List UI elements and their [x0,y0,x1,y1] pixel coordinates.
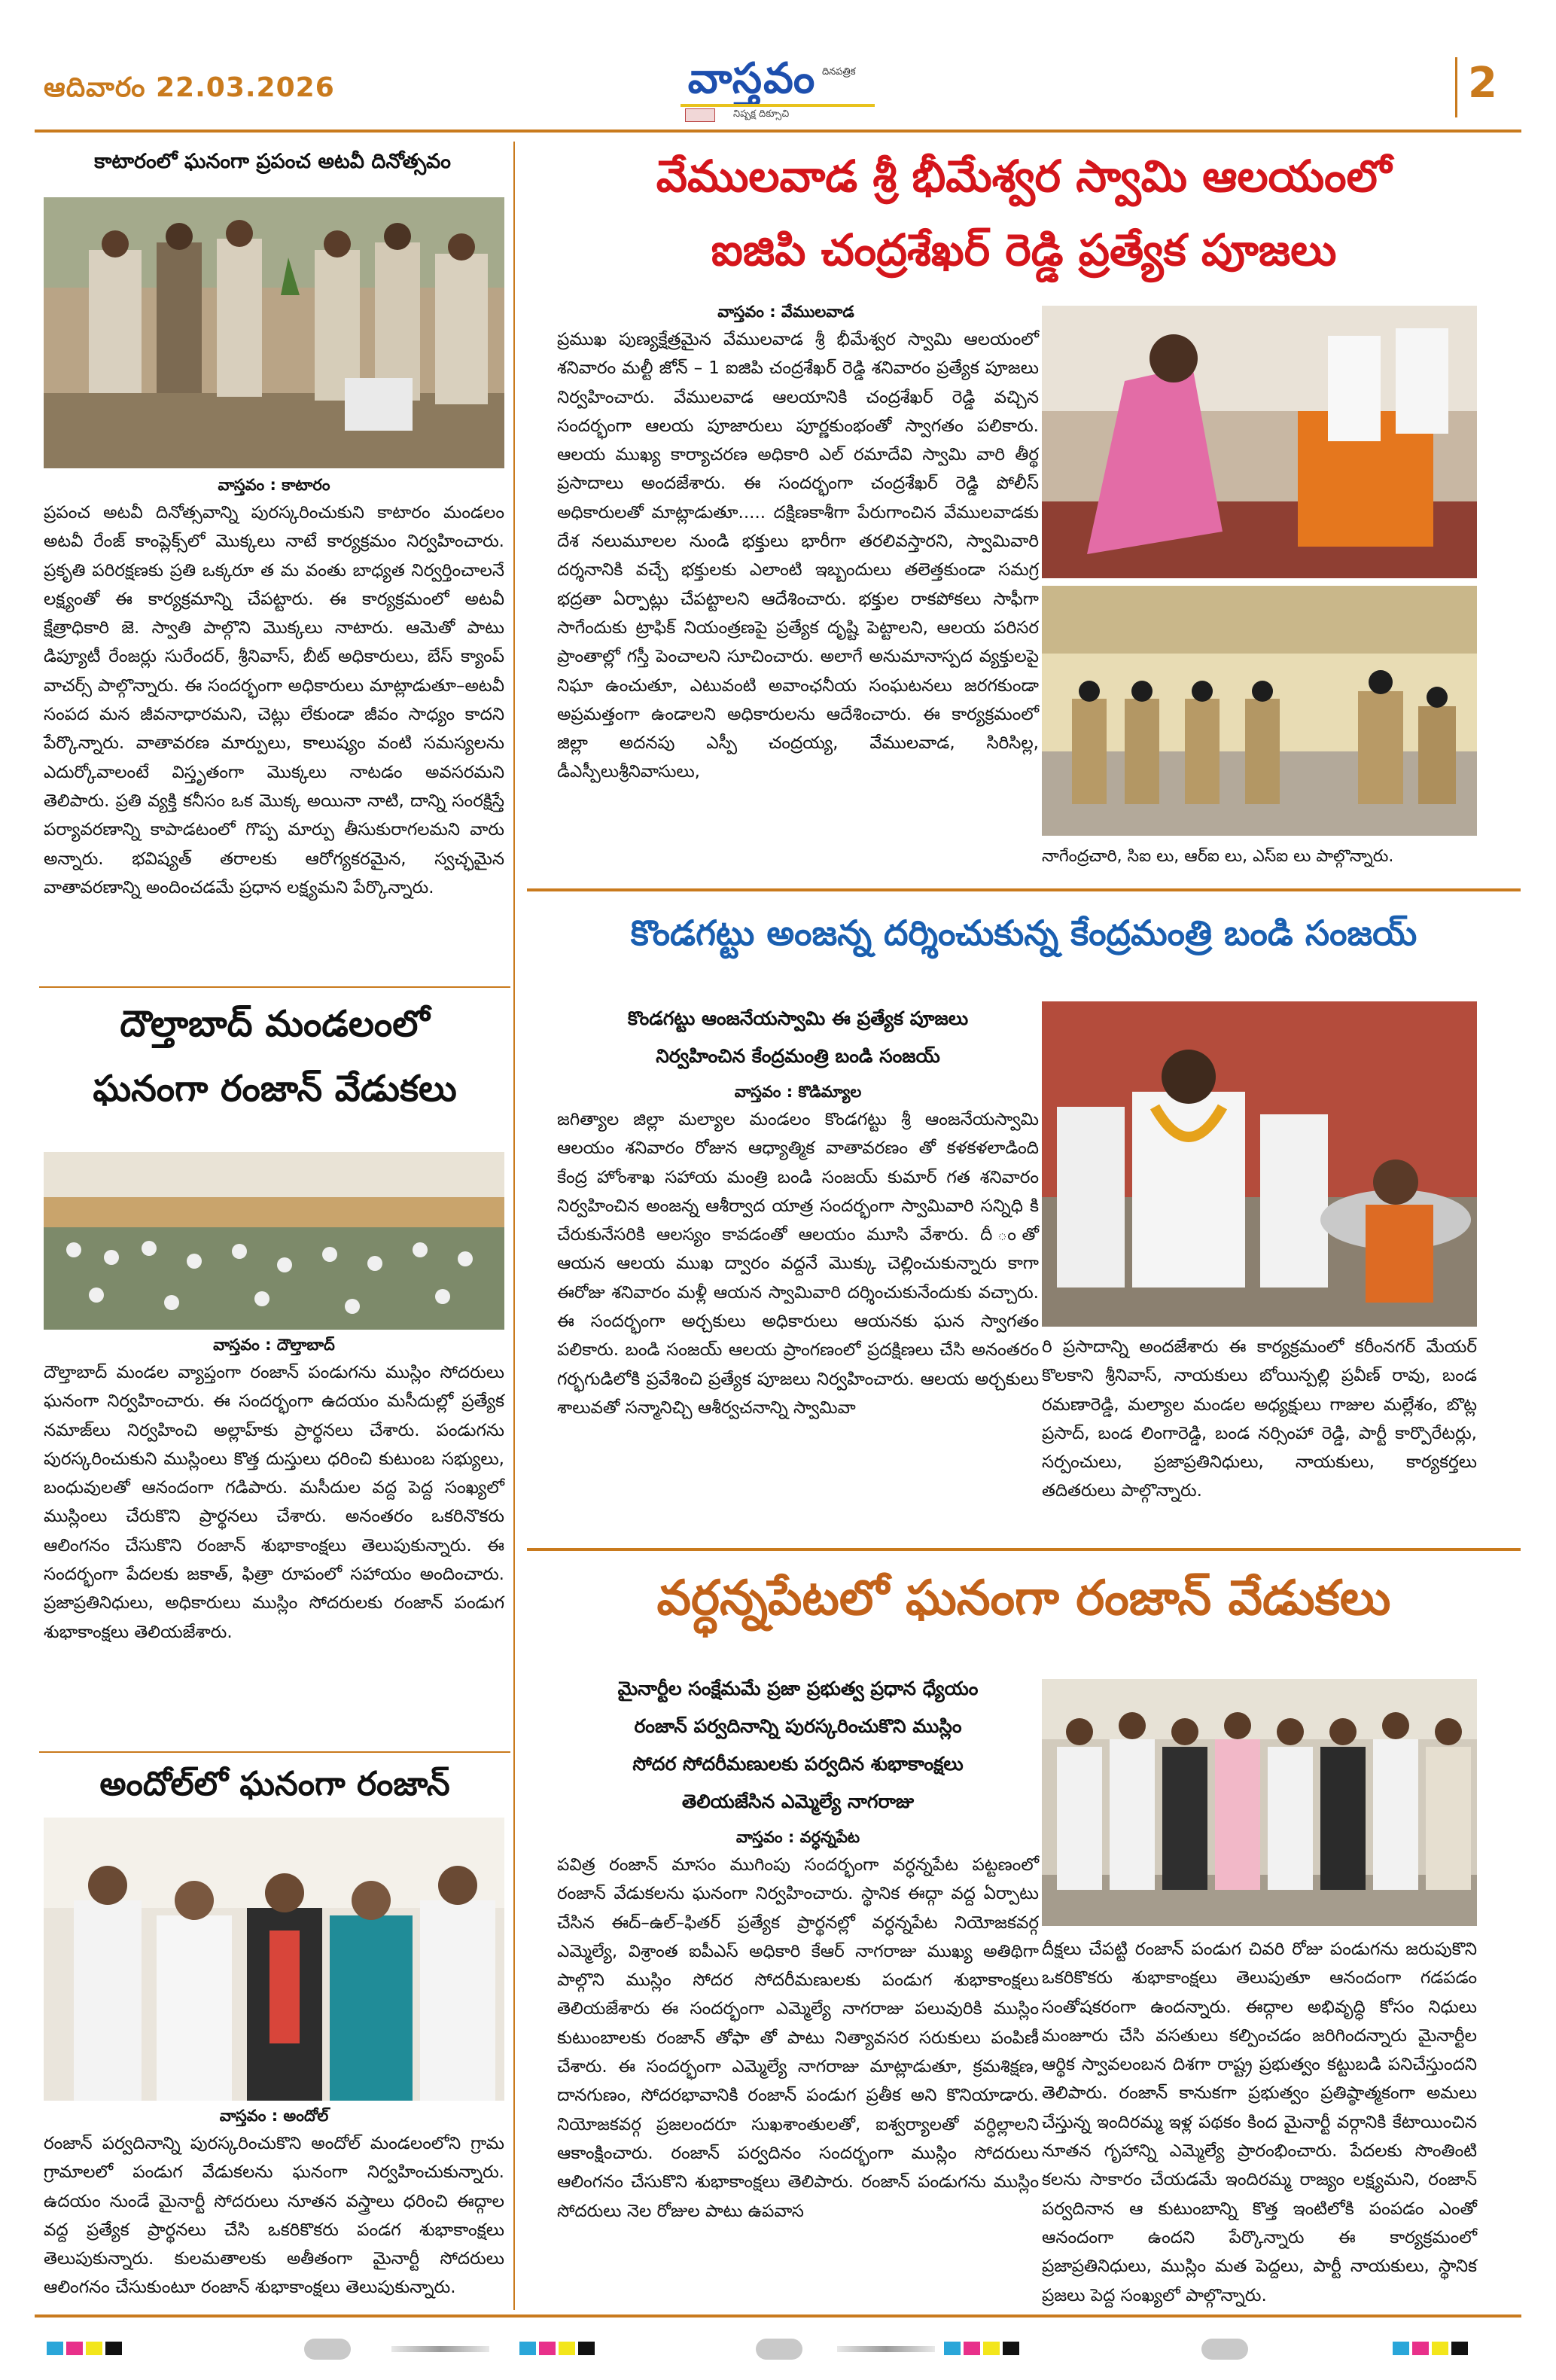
vardhannapet-photo [1042,1679,1477,1926]
color-registration-strip-3 [944,2342,1022,2357]
andol-headline: అందోల్‌లో ఘనంగా రంజాన్ [99,1765,450,1803]
vemulawada-headline-line2: ఐజిపి చంద్రశేఖర్ రెడ్డి ప్రత్యేక పూజలు [711,224,1337,276]
vemulawada-headline-line1: వేములవాడ శ్రీ భీమేశ్వర స్వామి ఆలయంలో [656,151,1392,202]
vemulawada-photo-prasadam [1042,306,1477,578]
kondagattu-subhead-line2: నిర్వహించిన కేంద్రమంత్రి బండి సంజయ్ [656,1045,940,1067]
logo-tagline: నిష్పక్ష దిక్సూచి [733,108,790,120]
page-number-divider [1455,57,1457,117]
kataram-headline: కాటారంలో ఘనంగా ప్రపంచ అటవీ దినోత్సవం [94,150,451,173]
vardhannapet-headline: వర్ధన్నపేటలో ఘనంగా రంజాన్ వేడుకలు [656,1571,1391,1626]
vardhannapet-subhead-line3: సోదర సోదరీమణులకు పర్వదిన శుభాకాంక్షలు [632,1753,964,1775]
kondagattu-photo [1042,1001,1477,1327]
daulatabad-photo [44,1152,504,1330]
logo-wordmark: వాస్తవం [687,54,817,103]
logo-seal-icon [685,108,715,122]
daulatabad-dateline: వాస్తవం : దౌల్తాబాద్ [213,1336,335,1354]
newspaper-logo [681,53,875,123]
vardhannapet-subhead-line1: మైనార్టీల సంక్షేమమే ప్రజా ప్రభుత్వ ప్రధాన ధ్యేయం [617,1678,979,1699]
registration-gradient-1 [391,2346,489,2352]
registration-oval-3 [1201,2339,1248,2360]
vemulawada-body: ప్రముఖ పుణ్యక్షేత్రమైన వేములవాడ శ్రీ భీమేశ్వర స్వామి ఆలయంలో శనివారం మల్టీ జోన్ – 1 ఐజిపి చంద్రశేఖర్ రెడ్డి శనివారం ప్రత్యేక పూజలు నిర్వహించారు. వేములవాడ ఆలయానికి చంద్రశేఖర్ రెడ్డి వచ్చిన సందర్భంగా ఆలయ పూజారులు పూర్ణకుంభంతో స్వాగతం పలికారు. ఆలయ ముఖ్య కార్యాచరణ అధికారి ఎల్ రమాదేవి స్వామి వారి తీర్థ ప్రసాదాలు అందజేశారు. ఈ సందర్భంగా చంద్రశేఖర్ రెడ్డి పోలీస్ అధికారులతో మాట్లాడుతూ..... దక్షిణకాశీగా పేరుగాంచిన వేములవాడకు దేశ నలుమూలల నుండి భక్తులు భారీగా తరలివస్తారని, స్వామివారి దర్శనానికి వచ్చే భక్తులకు ఎలాంటి ఇబ్బందులు తలెత్తకుండా సమగ్ర భద్రతా ఏర్పాట్లు చేపట్టాలని ఆదేశించారు. భక్తుల రాకపోకలు సాఫీగా సాగేందుకు ట్రాఫిక్ నియంత్రణపై ప్రత్యేక దృష్టి పెట్టాలని, ఆలయ పరిసర ప్రాంతాల్లో గస్తీ పెంచాలని సూచించారు. అలాగే అనుమానాస్పద వ్యక్తులపై నిఘా ఉంచుతూ, ఎటువంటి అవాంఛనీయ సంఘటనలు జరగకుండా అప్రమత్తంగా ఉండాలని అధికారులను ఆదేశించారు. ఈ కార్యక్రమంలో జిల్లా అదనపు ఎస్పీ చంద్రయ్య, వేములవాడ, సిరిసిల్ల, డీఎస్పీలుశ్రీనివాసులు, [557,330,1039,782]
vemulawada-caption: నాగేంద్రచారి, సిఐ లు, ఆర్ఐ లు, ఎస్ఐ లు పాల్గొన్నారు. [1042,847,1394,866]
main-separator-1 [527,888,1521,891]
vardhannapet-dateline: వాస్తవం : వర్ధన్నపేట [735,1828,860,1846]
kondagattu-dateline: వాస్తవం : కొడిమ్యాల [734,1083,862,1101]
vemulawada-dateline: వాస్తవం : వేములవాడ [717,303,854,321]
registration-oval-1 [304,2339,351,2360]
masthead [0,0,1556,136]
logo-subtitle: దినపత్రిక [822,66,856,78]
kondagattu-body-continued: రి ప్రసాదాన్ని అందజేశారు ఈ కార్యక్రమంలో కరీంనగర్ మేయర్ కొలకాని శ్రీనివాస్, నాయకులు బోయిన్పల్లి ప్రవీణ్ రావు, బండ రమణారెడ్డి, మల్యాల మండల అధ్యక్షులు గాజుల మల్లేశం, బొట్ల ప్రసాద్, బండ లింగారెడ్డి, బండ నర్సింహా రెడ్డి, పార్టీ కార్పొరేటర్లు, సర్పంచులు, ప్రజాప్రతినిధులు, నాయకులు, కార్యకర్తలు తదితరులు పాల్గొన్నారు. [1042,1337,1477,1501]
vardhannapet-subhead-line4: తెలియజేసిన ఎమ్మెల్యే నాగరాజు [681,1790,915,1812]
andol-body: రంజాన్ పర్వదినాన్ని పురస్కరించుకొని అందోల్ మండలంలోని గ్రామ గ్రామాలలో పండుగ వేడుకలను ఘనంగా నిర్వహించుకున్నారు. ఉదయం నుండే మైనార్టీ సోదరులు నూతన వస్త్రాలు ధరించి ఈద్గాల వద్ద ప్రత్యేక ప్రార్థనలు చేసి ఒకరికొకరు పండగ శుభాకాంక్షలు తెలుపుకున్నారు. కులమతాలకు అతీతంగా మైనార్టీ సోదరులు ఆలింగనం చేసుకుంటూ రంజాన్ శుభాకాంక్షలు తెలుపుకున్నారు. [44,2134,504,2298]
color-registration-strip-4 [1393,2342,1471,2357]
masthead-rule [35,130,1521,133]
left-separator-1 [39,986,510,988]
color-registration-strip-2 [519,2342,598,2357]
vardhannapet-body: పవిత్ర రంజాన్ మాసం ముగింపు సందర్భంగా వర్ధన్నపేట పట్టణంలో రంజాన్ వేడుకలను ఘనంగా నిర్వహించారు. స్థానిక ఈద్గా వద్ద ఏర్పాటు చేసిన ఈద్–ఉల్–ఫితర్ ప్రత్యేక ప్రార్థనల్లో వర్ధన్నపేట నియోజకవర్గ ఎమ్మెల్యే, విశ్రాంత ఐపీఎస్ అధికారి కేఆర్ నాగరాజు ముఖ్య అతిథిగా పాల్గొని ముస్లిం సోదర సోదరీమణులకు పండుగ శుభాకాంక్షలు తెలియజేశారు ఈ సందర్భంగా ఎమ్మెల్యే నాగరాజు పలువురికి ముస్లిం కుటుంబాలకు రంజాన్ తోఫా తో పాటు నిత్యావసర సరుకులు పంపిణీ చేశారు. ఈ సందర్భంగా ఎమ్మెల్యే నాగరాజు మాట్లాడుతూ, క్రమశిక్షణ, దానగుణం, సోదరభావానికి రంజాన్ పండుగ ప్రతీక అని కొనియాడారు. నియోజకవర్గ ప్రజలందరూ సుఖశాంతులతో, ఐశ్వర్యాలతో వర్ధిల్లాలని ఆకాంక్షించారు. రంజాన్ పర్వదినం సందర్భంగా ముస్లిం సోదరులు ఆలింగనం చేసుకొని శుభాకాంక్షలు తెలిపారు. రంజాన్ పండుగను ముస్లిం సోదరులు నెల రోజుల పాటు ఉపవాస [557,1855,1039,2221]
andol-photo [44,1818,504,2101]
kondagattu-headline: కొండగట్టు అంజన్న దర్శించుకున్న కేంద్రమంత్రి బండి సంజయ్ [630,913,1417,953]
andol-dateline: వాస్తవం : అందోల్ [219,2107,329,2125]
daulatabad-headline-line2: ఘనంగా రంజాన్ వేడుకలు [93,1068,457,1110]
main-separator-2 [527,1548,1521,1551]
vemulawada-photo-police [1042,586,1477,836]
issue-date: ఆదివారం 22.03.2026 [44,72,335,103]
logo-underline [681,104,875,107]
left-separator-2 [39,1751,510,1753]
kondagattu-body: జగిత్యాల జిల్లా మల్యాల మండలం కొండగట్టు శ్రీ ఆంజనేయస్వామి ఆలయం శనివారం రోజున ఆధ్యాత్మిక వాతావరణం తో కళకళలాడింది కేంద్ర హోంశాఖ సహాయ మంత్రి బండి సంజయ్ కుమార్ గత శనివారం నిర్వహించిన అంజన్న ఆశీర్వాద యాత్ర సందర్భంగా స్వామివారి సన్నిధి కి చేరుకునేసరికి ఆలస్యం కావడంతో ఆలయం మూసి వేశారు. దీ ంతో ఆయన ఆలయ ముఖ ద్వారం వద్దనే మొక్కు చెల్లించుకున్నారు కాగా ఈరోజు శనివారం మళ్లీ ఆయన స్వామివారి దర్శించుకునేందుకు వచ్చారు. ఈ సందర్భంగా అర్చకులు అధికారులు ఆయనకు ఘన స్వాగతం పలికారు. బండి సంజయ్ ఆలయ ప్రాంగణంలో ప్రదక్షిణలు చేసి అనంతరం గర్భగుడిలోకి ప్రవేశించి ప్రత్యేక పూజలు నిర్వహించారు. ఆలయ అర్చకులు శాలువతో సన్మానిచ్చి ఆశీర్వచనాన్ని స్వామివా [557,1110,1039,1418]
kondagattu-subhead-line1: కొండగట్టు ఆంజనేయస్వామి ఈ ప్రత్యేక పూజలు [627,1007,969,1029]
kataram-body: ప్రపంచ అటవీ దినోత్సవాన్ని పురస్కరించుకుని కాటారం మండలం అటవీ రేంజ్ కాంప్లెక్స్‌లో మొక్కలు నాటే కార్యక్రమం నిర్వహించారు. ప్రకృతి పరిరక్షణకు ప్రతి ఒక్కరూ త మ వంతు బాధ్యత నిర్వర్తించాలనే లక్ష్యంతో ఈ కార్యక్రమాన్ని చేపట్టారు. ఈ కార్యక్రమంలో అటవీ క్షేత్రాధికారి జె. స్వాతి పాల్గొని మొక్కలు నాటారు. ఆమెతో పాటు డిప్యూటీ రేంజర్లు సురేందర్, శ్రీనివాస్, బీట్ అధికారులు, బేస్ క్యాంప్ వాచర్స్ పాల్గొన్నారు. ఈ సందర్భంగా అధికారులు మాట్లాడుతూ–అటవీ సంపద మన జీవనాధారమని, చెట్లు లేకుండా జీవం సాధ్యం కాదని పేర్కొన్నారు. వాతావరణ మార్పులు, కాలుష్యం వంటి సమస్యలను ఎదుర్కోవాలంటే విస్తృతంగా మొక్కలు నాటడం అవసరమని తెలిపారు. ప్రతి వ్యక్తి కనీసం ఒక మొక్క అయినా నాటి, దాన్ని సంరక్షిస్తే పర్యావరణాన్ని కాపాడటంలో గొప్ప మార్పు తీసుకురాగలమని వారు అన్నారు. భవిష్యత్ తరాలకు ఆరోగ్యకరమైన, స్వచ్ఛమైన వాతావరణాన్ని అందించడమే ప్రధాన లక్ష్యమని పేర్కొన్నారు. [44,503,504,897]
daulatabad-body: దౌల్తాబాద్ మండల వ్యాప్తంగా రంజాన్ పండుగను ముస్లిం సోదరులు ఘనంగా నిర్వహించారు. ఈ సందర్భంగా ఉదయం మసీదుల్లో ప్రత్యేక నమాజ్‌లు నిర్వహించి అల్లాహ్‌కు ప్రార్థనలు చేశారు. పండుగను పురస్కరించుకుని ముస్లింలు కొత్త దుస్తులు ధరించి కుటుంబ సభ్యులు, బంధువులతో ఆనందంగా గడిపారు. మసీదుల వద్ద పెద్ద సంఖ్యలో ముస్లింలు చేరుకొని ప్రార్థనలు చేశారు. అనంతరం ఒకరినొకరు ఆలింగనం చేసుకొని రంజాన్ శుభాకాంక్షలు తెలుపుకున్నారు. ఈ సందర్భంగా పేదలకు జకాత్, ఫిత్రా రూపంలో సహాయం అందించారు. ప్రజాప్రతినిధులు, అధికారులు ముస్లిం సోదరులకు రంజాన్ పండుగ శుభాకాంక్షలు తెలియజేశారు. [44,1363,504,1642]
registration-gradient-2 [837,2346,935,2352]
daulatabad-headline-line1: దౌల్తాబాద్ మండలంలో [120,1003,430,1045]
kataram-photo [44,197,504,468]
column-divider [513,142,515,2310]
vardhannapet-subhead-line2: రంజాన్ పర్వదినాన్ని పురస్కరించుకొని ముస్లిం [634,1715,962,1737]
registration-oval-2 [756,2339,802,2360]
page-number: 2 [1468,59,1497,108]
kataram-dateline: వాస్తవం : కాటారం [218,476,330,494]
vardhannapet-body-continued: దీక్షలు చేపట్టి రంజాన్ పండుగ చివరి రోజు పండుగను జరుపుకొని ఒకరికొకరు శుభాకాంక్షలు తెలుపుతూ ఆనందంగా గడపడం సంతోషకరంగా ఉందన్నారు. ఈద్గాల అభివృద్ధి కోసం నిధులు మంజూరు చేసి వసతులు కల్పించడం జరిగిందన్నారు మైనార్టీల ఆర్థిక స్వావలంబన దిశగా రాష్ట్ర ప్రభుత్వం కట్టుబడి పనిచేస్తుందని తెలిపారు. రంజాన్ కానుకగా ప్రభుత్వం ప్రతిష్ఠాత్మకంగా అమలు చేస్తున్న ఇందిరమ్మ ఇళ్ల పథకం కింద మైనార్టీ వర్గానికి కేటాయించిన నూతన గృహాన్ని ఎమ్మెల్యే ప్రారంభించారు. పేదలకు సొంతింటి కలను సాకారం చేయడమే ఇందిరమ్మ రాజ్యం లక్ష్యమని, రంజాన్ పర్వదినాన ఆ కుటుంబాన్ని కొత్త ఇంటిలోకి పంపడం ఎంతో ఆనందంగా ఉందని పేర్కొన్నారు ఈ కార్యక్రమంలో ప్రజాప్రతినిధులు, ముస్లిం మత పెద్దలు, పార్టీ నాయకులు, స్థానిక ప్రజలు పెద్ద సంఖ్యలో పాల్గొన్నారు. [1042,1940,1477,2305]
footer-rule [35,2314,1521,2318]
color-registration-strip-1 [47,2342,125,2357]
